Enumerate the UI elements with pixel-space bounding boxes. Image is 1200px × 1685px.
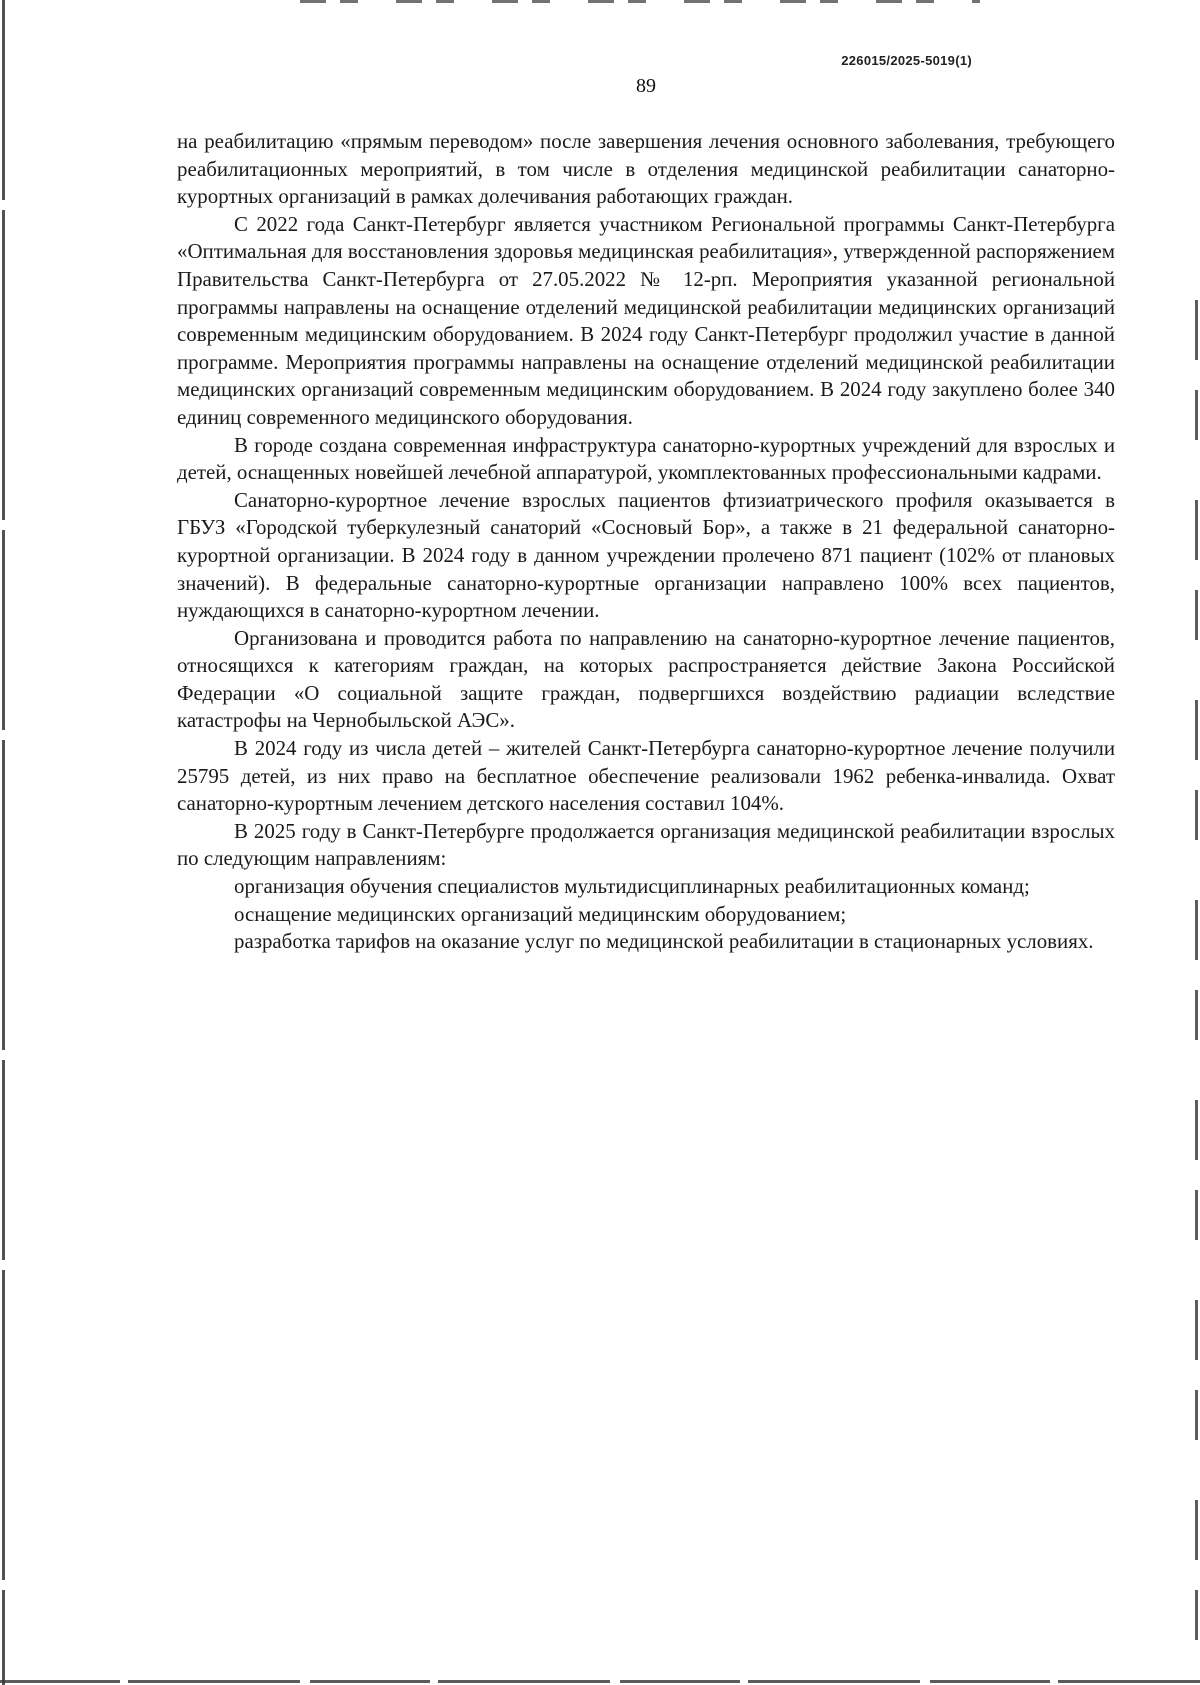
paragraph-chernobyl-category: Организована и проводится работа по направлению на санаторно-курортное лечение пациентов, относящихся к категориям граждан, на которых распространяется действие Закона Российской Федерации «О социальной защите граждан, подвергшихся воздействию радиации вследствие катастрофы на Чернобыльской АЭС». bbox=[177, 625, 1115, 733]
paragraph-2025-directions: В 2025 году в Санкт-Петербурге продолжается организация медицинской реабилитации взрослых по следующим направлениям: bbox=[177, 818, 1115, 871]
document-body bbox=[177, 128, 1115, 956]
paragraph-continuation: на реабилитацию «прямым переводом» после завершения лечения основного заболевания, требующего реабилитационных мероприятий, в том числе в отделения медицинской реабилитации санаторно-курортных организаций в рамках долечивания работающих граждан. bbox=[177, 129, 1115, 209]
scan-edge-right bbox=[1195, 300, 1198, 1680]
paragraph-phthisiatric-treatment: Санаторно-курортное лечение взрослых пациентов фтизиатрического профиля оказывается в ГБУЗ «Городской туберкулезный санаторий «Сосновый Бор», а также в 21 федеральной санаторно-курортной организации. В 2024 году в данном учреждении пролечено 871 пациент (102% от плановых значений). В федеральные санаторно-курортные организации направлено 100% всех пациентов, нуждающихся в санаторно-курортном лечении. bbox=[177, 487, 1115, 623]
scan-edge-top bbox=[300, 0, 980, 3]
paragraph-children-treatment: В 2024 году из числа детей – жителей Санкт-Петербурга санаторно-курортное лечение получили 25795 детей, из них право на бесплатное обеспечение реализовали 1962 ребенка-инвалида. Охват санаторно-курортным лечением детского населения составил 104%. bbox=[177, 736, 1115, 816]
list-item-tariffs: разработка тарифов на оказание услуг по медицинской реабилитации в стационарных условиях. bbox=[234, 929, 1094, 954]
scan-edge-left bbox=[2, 0, 5, 1685]
paragraph-infrastructure: В городе создана современная инфраструктура санаторно-курортных учреждений для взрослых и детей, оснащенных новейшей лечебной аппаратурой, укомплектованных профессиональными кадрами. bbox=[177, 432, 1115, 485]
list-item-equipment: оснащение медицинских организаций медицинским оборудованием; bbox=[234, 901, 847, 926]
paragraph-regional-program: С 2022 года Санкт-Петербург является участником Региональной программы Санкт-Петербурга «Оптимальная для восстановления здоровья медицинская реабилитация», утвержденной распоряжением Правительства Санкт-Петербурга от 27.05.2022 № 12-рп. Мероприятия указанной региональной программы направлены на оснащение отделений медицинской реабилитации медицинских организаций современным медицинским оборудованием. В 2024 году Санкт-Петербург продолжил участие в данной программе. Мероприятия программы направлены на оснащение отделений медицинской реабилитации медицинских организаций современным медицинским оборудованием. В 2024 году закуплено более 340 единиц современного медицинского оборудования. bbox=[177, 211, 1115, 429]
list-item-training: организация обучения специалистов мультидисциплинарных реабилитационных команд; bbox=[234, 874, 1030, 899]
scan-edge-bottom bbox=[0, 1680, 1200, 1683]
page-number: 89 bbox=[636, 75, 656, 97]
document-registration-number: 226015/2025-5019(1) bbox=[841, 53, 972, 68]
